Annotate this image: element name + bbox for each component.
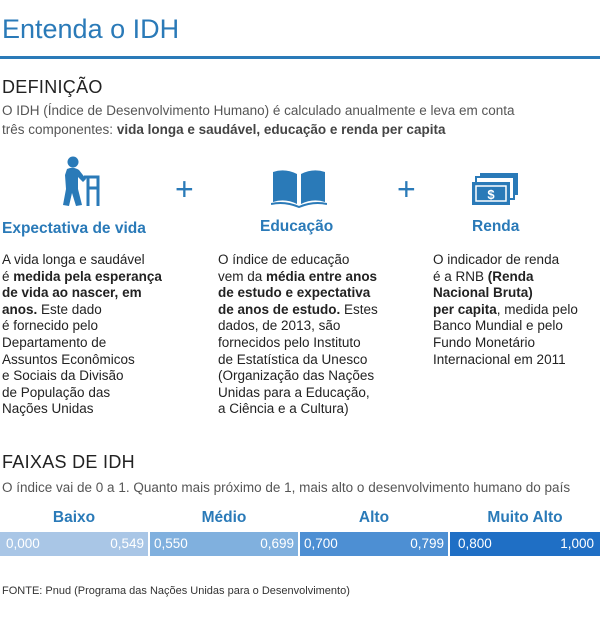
band-label-medium: Médio	[201, 509, 247, 526]
band-max-very-high: 1,000	[560, 536, 594, 551]
elderly-walker-icon	[60, 155, 106, 207]
text-line	[2, 401, 192, 418]
text: Unidas para a Educação,	[218, 384, 370, 400]
text-line	[2, 318, 192, 335]
text-line	[2, 252, 192, 269]
band-max-medium: 0,699	[260, 536, 294, 551]
text-line	[218, 269, 418, 286]
text: é fornecido pelo	[2, 318, 99, 334]
text: é	[2, 268, 14, 284]
open-book-icon	[271, 168, 327, 208]
text-line	[218, 385, 418, 402]
life-expectancy-text	[2, 252, 192, 418]
text: vem da	[218, 268, 267, 284]
text: O índice de educação	[218, 252, 350, 267]
ranges-subtitle: O índice vai de 0 a 1. Quanto mais próximo de 1, mais alto o desenvolvimento humano do país	[2, 480, 571, 495]
band-label-low: Baixo	[52, 509, 96, 526]
band-label-high: Alto	[358, 509, 390, 526]
text: Departamento de	[2, 334, 107, 350]
text-line	[218, 368, 418, 385]
bold-text: (Renda	[487, 268, 534, 284]
band-bar-high	[300, 532, 448, 556]
title-rule	[0, 56, 600, 59]
band-bar-very-high	[450, 532, 600, 556]
text-line	[218, 335, 418, 352]
text-line	[218, 318, 418, 335]
source-note: FONTE: Pnud (Programa das Nações Unidas para o Desenvolvimento)	[2, 585, 350, 597]
text: a Ciência e a Cultura)	[218, 401, 349, 417]
text: de Estatística da Unesco	[218, 351, 368, 367]
text-line	[218, 352, 418, 369]
text: Nações Unidas	[2, 401, 94, 417]
bold-text: de estudo e expectativa	[218, 285, 371, 301]
text: fornecidos pelo Instituto	[218, 334, 361, 350]
text-line	[433, 318, 598, 335]
text-line	[2, 368, 192, 385]
text-line	[218, 285, 418, 302]
col-title-education: Educação	[260, 218, 334, 235]
bold-text: anos.	[2, 301, 38, 317]
plus-sign-2: +	[397, 171, 416, 207]
band-max-high: 0,799	[410, 536, 444, 551]
definition-line-2: três componentes: vida longa e saudável, educação e renda per capita	[2, 122, 446, 137]
plus-sign-1: +	[175, 171, 194, 207]
text-line	[433, 352, 598, 369]
text: Assuntos Econômicos	[2, 351, 135, 367]
svg-text:$: $	[487, 187, 495, 202]
text: Fundo Monetário	[433, 334, 536, 350]
text: , medida pelo	[496, 301, 578, 317]
text-line	[2, 385, 192, 402]
text-line	[2, 285, 192, 302]
education-text	[218, 252, 418, 418]
income-text	[433, 252, 598, 368]
bold-text: per capita	[433, 301, 497, 317]
text: Banco Mundial e pelo	[433, 318, 563, 334]
bold-text: medida pela esperança	[13, 268, 162, 284]
text-line	[2, 335, 192, 352]
band-min-low: 0,000	[6, 536, 40, 551]
band-max-low: 0,549	[110, 536, 144, 551]
bold-text: média entre anos	[266, 268, 378, 284]
col-title-income: Renda	[472, 218, 520, 235]
text-line	[433, 285, 598, 302]
band-bar-low	[0, 532, 148, 556]
text: (Organização das Nações	[218, 368, 375, 384]
definition-line-1: O IDH (Índice de Desenvolvimento Humano) é calculado anualmente e leva em conta	[2, 103, 515, 118]
text: é a RNB	[433, 268, 488, 284]
text-line	[2, 352, 192, 369]
band-min-medium: 0,550	[154, 536, 188, 551]
bold-text: Nacional Bruta)	[433, 285, 533, 301]
text-line	[218, 302, 418, 319]
text-line	[2, 302, 192, 319]
money-bills-icon	[470, 173, 520, 207]
text: O indicador de renda	[433, 252, 560, 267]
text: A vida longa e saudável	[2, 252, 145, 267]
text-line	[2, 269, 192, 286]
text: Estes	[340, 301, 378, 317]
text: e Sociais da Divisão	[2, 368, 124, 384]
text-line	[218, 252, 418, 269]
band-min-very-high: 0,800	[458, 536, 492, 551]
col-title-life: Expectativa de vida	[2, 220, 146, 237]
text-line	[433, 302, 598, 319]
text: Este dado	[37, 301, 102, 317]
bold-text: de vida ao nascer, em	[2, 285, 142, 301]
band-bar-medium	[150, 532, 298, 556]
text-line	[218, 401, 418, 418]
text: Internacional em 2011	[433, 351, 566, 367]
text-line	[433, 269, 598, 286]
band-label-very-high: Muito Alto	[487, 509, 563, 526]
text-line	[433, 252, 598, 269]
text-line	[433, 335, 598, 352]
definition-heading: DEFINIÇÃO	[2, 77, 103, 97]
definition-text	[2, 101, 598, 139]
text: dados, de 2013, são	[218, 318, 341, 334]
page-title: Entenda o IDH	[2, 14, 180, 44]
ranges-heading: FAIXAS DE IDH	[2, 452, 135, 472]
band-min-high: 0,700	[304, 536, 338, 551]
bold-text: de anos de estudo.	[218, 301, 341, 317]
text: de População das	[2, 384, 111, 400]
